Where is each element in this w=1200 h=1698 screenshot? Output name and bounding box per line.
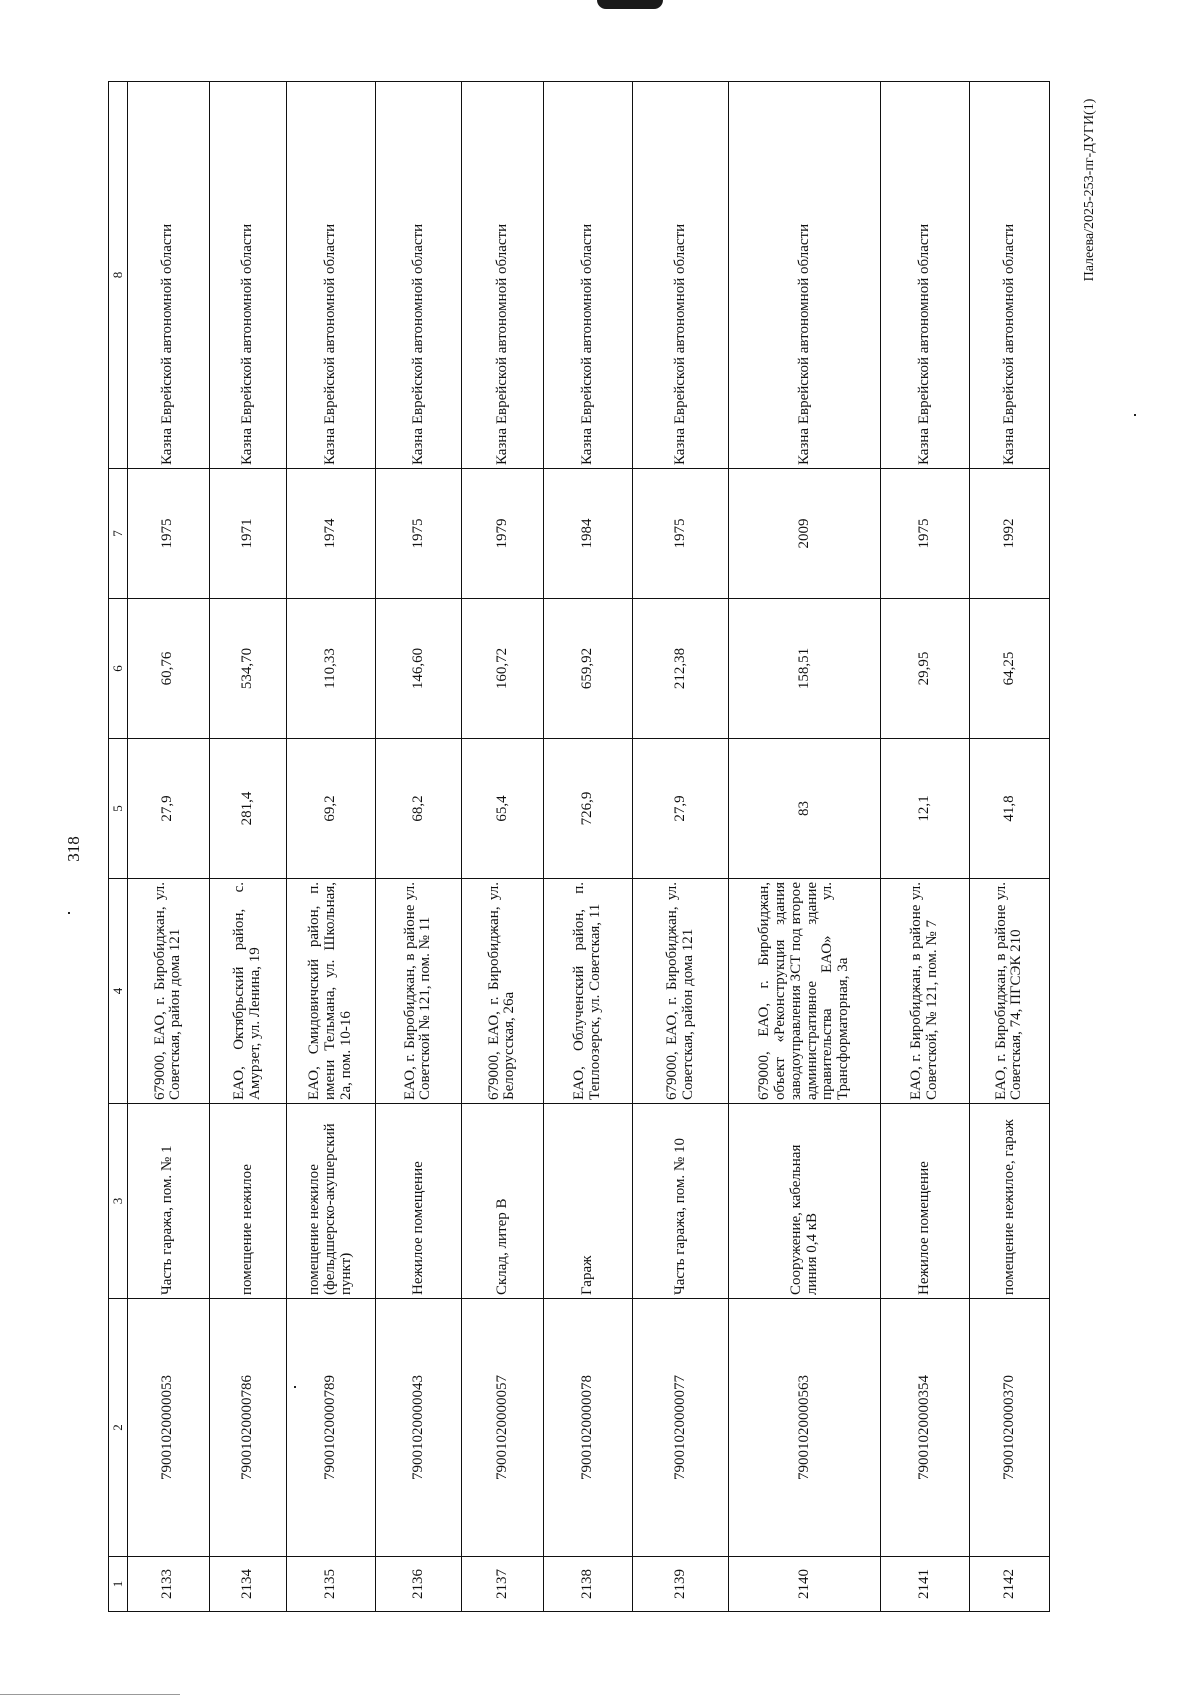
year-value: 1979	[462, 469, 544, 599]
area-value: 27,9	[128, 739, 210, 879]
row-number: 2141	[880, 1557, 969, 1612]
object-address: ЕАО, г. Биробиджан, в районе ул. Советской № 121, пом. № 11	[375, 879, 461, 1104]
owner-value: Казна Еврейской автономной области	[632, 82, 729, 469]
registry-code: 79001020000057	[462, 1299, 544, 1557]
column-header: 5	[109, 739, 128, 879]
table-row	[632, 82, 729, 1612]
object-address: ЕАО, г. Биробиджан, в районе ул. Советской, № 121, пом. № 7	[880, 879, 969, 1104]
area-value: 69,2	[286, 739, 375, 879]
object-name: Нежилое помещение	[375, 1104, 461, 1299]
table-row	[729, 82, 880, 1612]
owner-value: Казна Еврейской автономной области	[729, 82, 880, 469]
row-number: 2140	[729, 1557, 880, 1612]
table-row	[209, 82, 286, 1612]
cost-value: 212,38	[632, 599, 729, 739]
area-value: 27,9	[632, 739, 729, 879]
row-number: 2138	[543, 1557, 632, 1612]
row-number: 2136	[375, 1557, 461, 1612]
object-name: Гараж	[543, 1104, 632, 1299]
table-row	[969, 82, 1049, 1612]
column-header: 3	[109, 1104, 128, 1299]
table-row	[128, 82, 210, 1612]
year-value: 1975	[128, 469, 210, 599]
area-value: 41,8	[969, 739, 1049, 879]
object-name: Нежилое помещение	[880, 1104, 969, 1299]
registry-code: 79001020000078	[543, 1299, 632, 1557]
property-table	[108, 81, 1050, 1612]
area-value: 68,2	[375, 739, 461, 879]
registry-code: 79001020000786	[209, 1299, 286, 1557]
year-value: 1984	[543, 469, 632, 599]
document-code: Палеева/2025-253-пг-ДУГИ(1)	[1082, 98, 1097, 282]
year-value: 1971	[209, 469, 286, 599]
table-row	[543, 82, 632, 1612]
year-value: 1975	[375, 469, 461, 599]
object-name: Часть гаража, пом. № 1	[128, 1104, 210, 1299]
registry-code: 79001020000354	[880, 1299, 969, 1557]
object-address: 679000, ЕАО, г. Биробиджан, объект «Реконструкция здания заводоуправления ЗСТ под второе административное здание правительства ЕАО» ул. Трансформаторная, 3а	[729, 879, 880, 1104]
area-value: 12,1	[880, 739, 969, 879]
row-number: 2142	[969, 1557, 1049, 1612]
cost-value: 534,70	[209, 599, 286, 739]
cost-value: 160,72	[462, 599, 544, 739]
cost-value: 146,60	[375, 599, 461, 739]
object-address: 679000, ЕАО, г. Биробиджан, ул. Белорусская, 26а	[462, 879, 544, 1104]
scan-mark-top	[597, 0, 663, 9]
area-value: 281,4	[209, 739, 286, 879]
year-value: 2009	[729, 469, 880, 599]
scan-mark-dot	[1134, 414, 1136, 416]
area-value: 83	[729, 739, 880, 879]
owner-value: Казна Еврейской автономной области	[969, 82, 1049, 469]
object-name: помещение нежилое, гараж	[969, 1104, 1049, 1299]
object-address: 679000, ЕАО, г. Биробиджан, ул. Советская, район дома 121	[632, 879, 729, 1104]
owner-value: Казна Еврейской автономной области	[209, 82, 286, 469]
owner-value: Казна Еврейской автономной области	[543, 82, 632, 469]
object-name: Часть гаража, пом. № 10	[632, 1104, 729, 1299]
column-header: 2	[109, 1299, 128, 1557]
cost-value: 29,95	[880, 599, 969, 739]
property-table-rotated	[108, 82, 1050, 1612]
row-number: 2133	[128, 1557, 210, 1612]
cost-value: 64,25	[969, 599, 1049, 739]
column-header: 4	[109, 879, 128, 1104]
object-name: Склад, литер В	[462, 1104, 544, 1299]
registry-code: 79001020000563	[729, 1299, 880, 1557]
header-row	[109, 82, 128, 1612]
object-address: 679000, ЕАО, г. Биробиджан, ул. Советская, район дома 121	[128, 879, 210, 1104]
year-value: 1974	[286, 469, 375, 599]
page-number: 318	[64, 836, 83, 862]
scan-mark-dot	[68, 912, 70, 914]
owner-value: Казна Еврейской автономной области	[286, 82, 375, 469]
column-header: 6	[109, 599, 128, 739]
column-header: 7	[109, 469, 128, 599]
owner-value: Казна Еврейской автономной области	[880, 82, 969, 469]
row-number: 2137	[462, 1557, 544, 1612]
object-name: Сооружение, кабельная линия 0,4 кВ	[729, 1104, 880, 1299]
registry-code: 79001020000043	[375, 1299, 461, 1557]
cost-value: 110,33	[286, 599, 375, 739]
year-value: 1975	[880, 469, 969, 599]
cost-value: 158,51	[729, 599, 880, 739]
object-address: ЕАО, Смидовичский район, п. имени Тельмана, ул. Школьная, 2а, пом. 10-16	[286, 879, 375, 1104]
owner-value: Казна Еврейской автономной области	[375, 82, 461, 469]
table-row	[375, 82, 461, 1612]
year-value: 1975	[632, 469, 729, 599]
area-value: 726,9	[543, 739, 632, 879]
row-number: 2135	[286, 1557, 375, 1612]
table-row	[880, 82, 969, 1612]
registry-code: 79001020000370	[969, 1299, 1049, 1557]
table-row	[286, 82, 375, 1612]
column-header: 8	[109, 82, 128, 469]
registry-code: 79001020000077	[632, 1299, 729, 1557]
object-address: ЕАО, Октябрьский район, с. Амурзет, ул. Ленина, 19	[209, 879, 286, 1104]
object-address: ЕАО, г. Биробиджан, в районе ул. Советская, 74, ПГСЭК 210	[969, 879, 1049, 1104]
owner-value: Казна Еврейской автономной области	[462, 82, 544, 469]
row-number: 2139	[632, 1557, 729, 1612]
registry-code: 79001020000789	[286, 1299, 375, 1557]
column-header: 1	[109, 1557, 128, 1612]
registry-code: 79001020000053	[128, 1299, 210, 1557]
cost-value: 60,76	[128, 599, 210, 739]
owner-value: Казна Еврейской автономной области	[128, 82, 210, 469]
object-address: ЕАО, Облученский район, п. Теплоозерск, ул. Советская, 11	[543, 879, 632, 1104]
area-value: 65,4	[462, 739, 544, 879]
table-body	[128, 82, 1050, 1612]
row-number: 2134	[209, 1557, 286, 1612]
year-value: 1992	[969, 469, 1049, 599]
scan-mark-bottom-edge	[0, 1694, 180, 1695]
table-row	[462, 82, 544, 1612]
cost-value: 659,92	[543, 599, 632, 739]
object-name: помещение нежилое	[209, 1104, 286, 1299]
object-name: помещение нежилое (фельдшерско-акушерский пункт)	[286, 1104, 375, 1299]
